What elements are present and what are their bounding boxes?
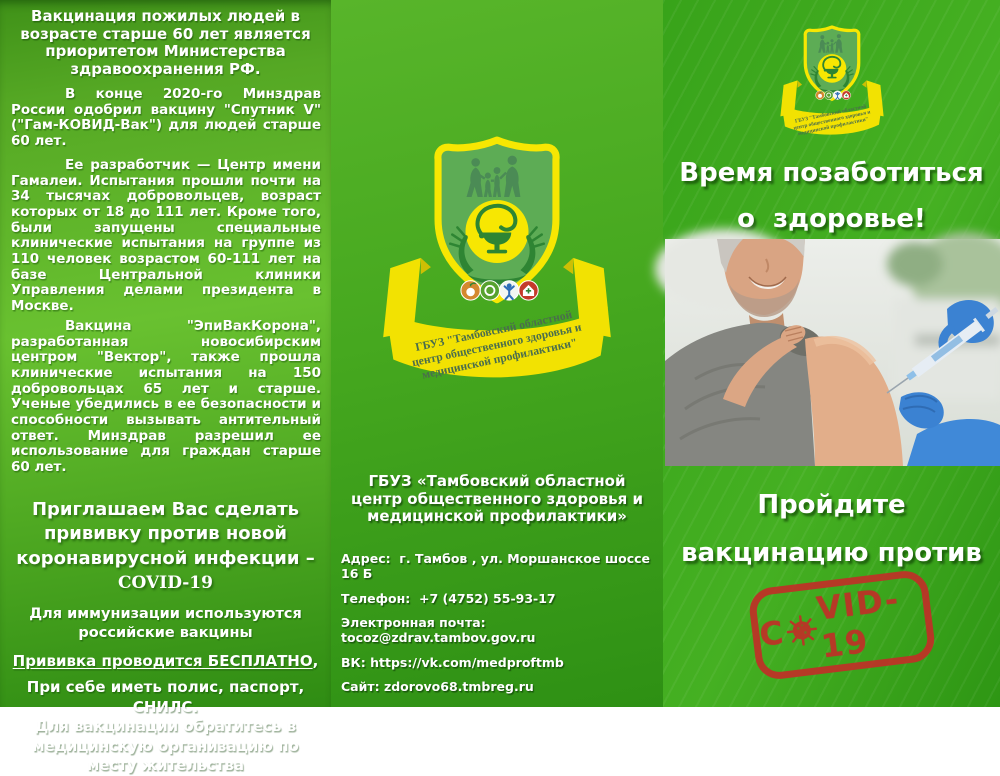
- covid19-stamp: [747, 568, 937, 681]
- where-note: Для вакцинации обратитесь в медицинскую организацию по месту жительства: [32, 717, 299, 775]
- stamp-prefix: C: [757, 613, 787, 654]
- paragraph-sputnik: В конце 2020-го Минздрав России одобрил вакцину "Спутник V" ("Гам-КОВИД-Вак") для людей старше 60 лет.: [11, 86, 321, 150]
- contact-email: Электронная почта: tocoz@zdrav.tambov.gov.ru: [341, 615, 536, 645]
- invite-covid-label: COVID-19: [118, 573, 213, 594]
- invite-line1: Приглашаем Вас сделать: [31, 498, 300, 520]
- cta-line1: Пройдите: [757, 490, 906, 520]
- contact-site: Сайт: zdorovo68.tmbreg.ru: [341, 679, 534, 694]
- invite-line3: коронавирусной инфекции –: [16, 547, 315, 569]
- contacts-block: [341, 551, 659, 704]
- free-note-comma: ,: [312, 652, 319, 671]
- org-emblem: [380, 138, 614, 387]
- left-heading: Вакцинация пожилых людей в возрасте старше 60 лет является приоритетом Министерства здравоохранения РФ.: [20, 7, 311, 78]
- headline-line2: о здоровье!: [737, 204, 926, 234]
- panel-left: [0, 0, 331, 775]
- free-note: [8, 652, 323, 670]
- headline-line1: Время позаботиться: [679, 158, 984, 188]
- org-emblem-small: [779, 26, 885, 139]
- paragraph-gamaleya: Ее разработчик — Центр имени Гамалеи. Испытания прошли почти на 34 тысячах добровольцев, возраст которых от 18 до 111 лет. Кроме того, были запущены специальные клинические испытания на группе из 110 человек возрастом 60-111 лет на базе Центральной клиники Управления делами президента в Москве.: [11, 156, 321, 315]
- documents-note: При себе иметь полис, паспорт, СНИЛС.: [26, 678, 305, 716]
- coronavirus-icon: [783, 612, 820, 649]
- contact-vk: ВК: https://vk.com/medproftmb: [341, 654, 564, 670]
- stamp-suffix: VID-19: [814, 579, 902, 666]
- invite-line2: прививку против новой: [43, 523, 288, 545]
- panel-right: [663, 0, 1000, 707]
- org-name: ГБУЗ «Тамбовский областной центр общественного здоровья и медицинской профилактики»: [350, 472, 643, 525]
- paragraph-epivac: Вакцина "ЭпиВакКорона", разработанная новосибирским центром "Вектор", также прошла клинические испытания на 150 добровольцах 65 лет и старше. Ученые убедились в ее безопасности и способности вызывать антительный ответ. Минздрав разрешил ее использование для граждан старше 60 лет.: [11, 317, 321, 476]
- free-note-underlined: Прививка проводится БЕСПЛАТНО: [12, 652, 313, 671]
- immunization-note: Для иммунизации используются российские вакцины: [29, 606, 302, 641]
- cta-line2: вакцинацию против: [681, 538, 982, 568]
- contact-phone: Телефон: +7 (4752) 55-93-17: [341, 590, 556, 606]
- invite-heading: [16, 498, 315, 572]
- vaccination-photo: [665, 239, 1000, 466]
- contact-address: Адрес: г. Тамбов , ул. Моршанское шоссе 16 Б: [341, 551, 655, 581]
- panel-center: [331, 0, 663, 707]
